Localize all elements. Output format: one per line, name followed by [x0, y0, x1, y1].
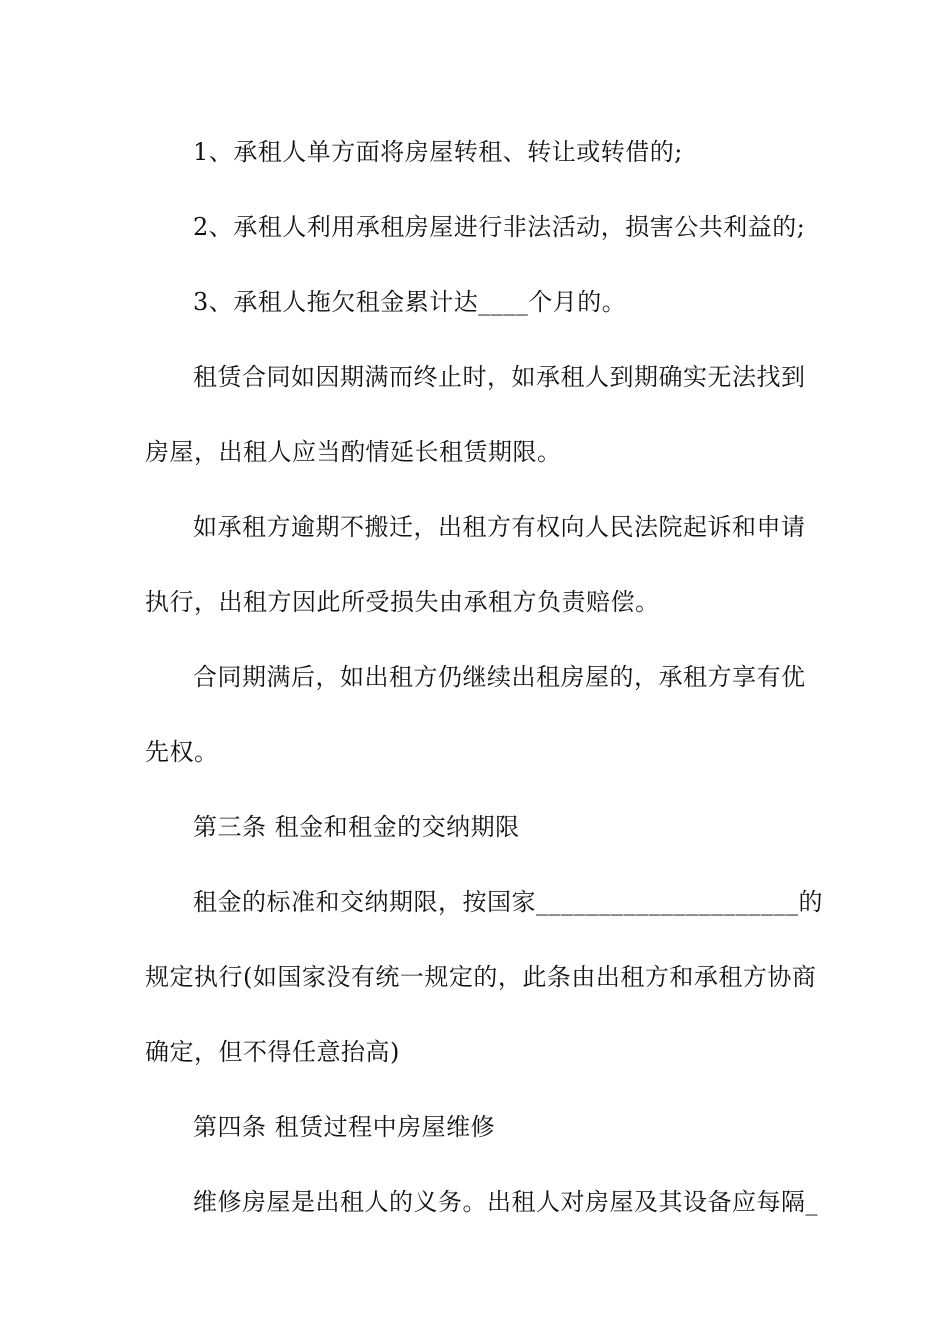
paragraph-line: 合同期满后，如出租方仍继续出租房屋的，承租方享有优 — [193, 663, 806, 691]
paragraph-line: 确定，但不得任意抬高) — [145, 1038, 400, 1066]
paragraph-line: 如承租方逾期不搬迁，出租方有权向人民法院起诉和申请 — [193, 513, 806, 541]
paragraph-line: 维修房屋是出租人的义务。出租人对房屋及其设备应每隔_ — [193, 1188, 818, 1216]
paragraph-line: 租金的标准和交纳期限，按国家_____________________的 — [193, 888, 823, 916]
paragraph-line: 规定执行(如国家没有统一规定的，此条由出租方和承租方协商 — [145, 963, 817, 991]
clause-item-3: 3、承租人拖欠租金累计达____个月的。 — [193, 288, 627, 316]
paragraph-line: 租赁合同如因期满而终止时，如承租人到期确实无法找到 — [193, 363, 806, 391]
clause-item-1: 1、承租人单方面将房屋转租、转让或转借的; — [193, 138, 683, 166]
paragraph-line: 执行，出租方因此所受损失由承租方负责赔偿。 — [145, 588, 660, 616]
section-heading-4: 第四条 租赁过程中房屋维修 — [193, 1113, 496, 1141]
paragraph-line: 房屋，出租人应当酌情延长租赁期限。 — [145, 438, 562, 466]
clause-item-2: 2、承租人利用承租房屋进行非法活动，损害公共利益的; — [193, 213, 806, 241]
section-heading-3: 第三条 租金和租金的交纳期限 — [193, 813, 520, 841]
paragraph-line: 先权。 — [145, 738, 219, 766]
